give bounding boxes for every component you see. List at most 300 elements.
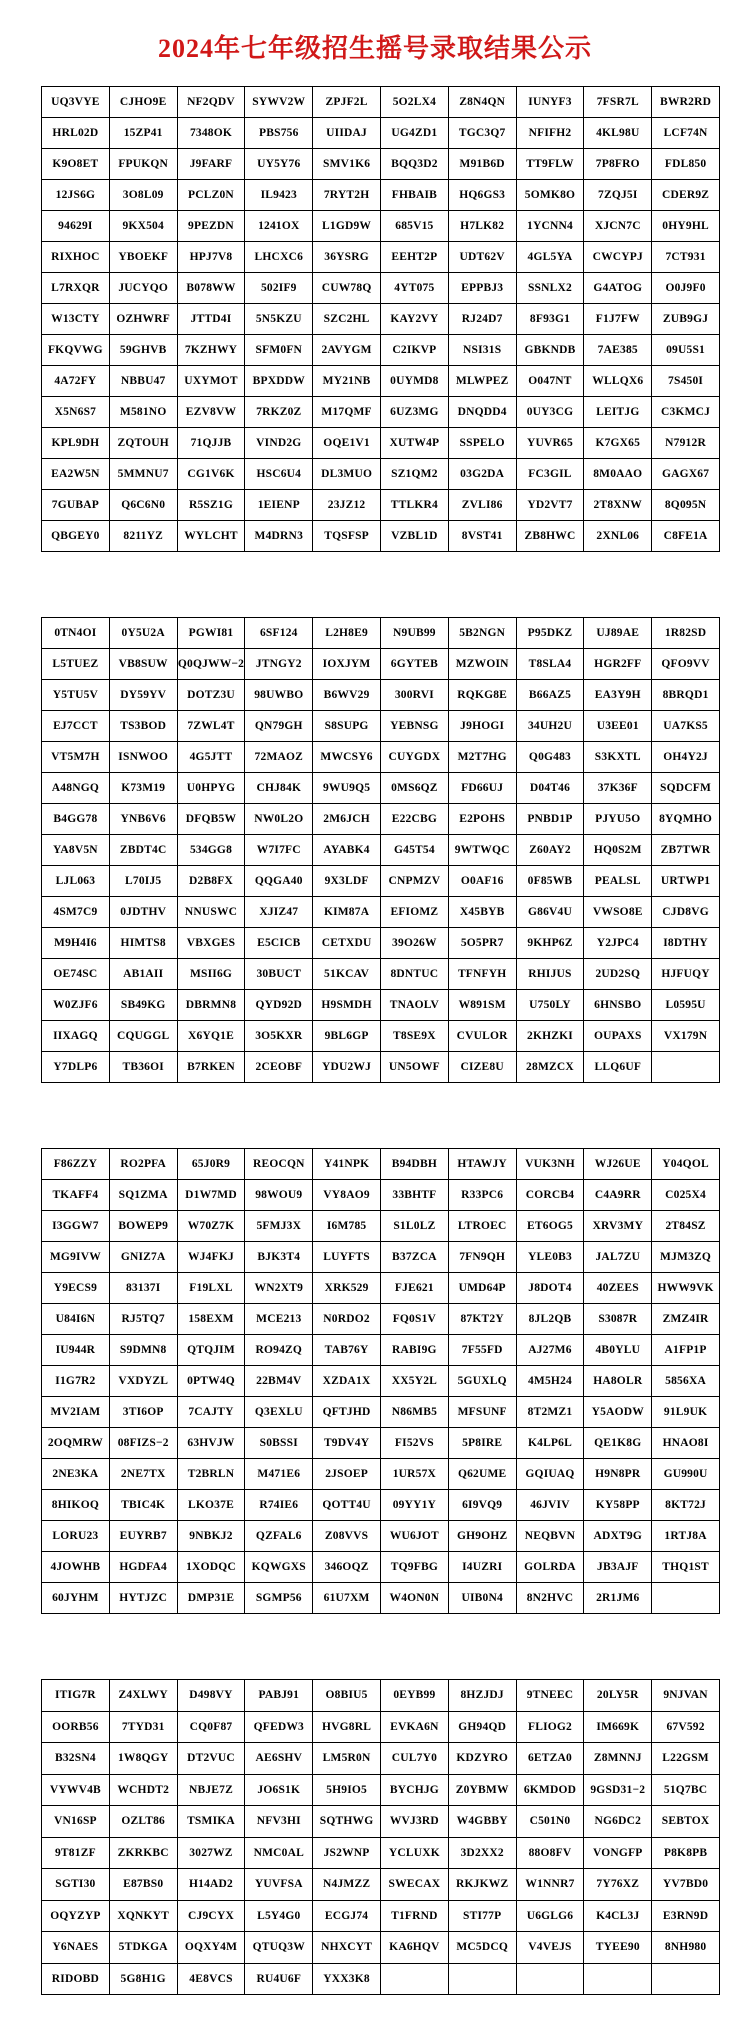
table-row [42,87,720,118]
table-row [42,1743,720,1775]
code-cell: WJ26UE [584,1149,652,1180]
table-row [42,118,720,149]
code-cell: X6YQ1E [177,1021,245,1052]
code-cell: JUCYQO [109,273,177,304]
code-cell: OORB56 [42,1711,110,1743]
code-cell: J9FARF [177,149,245,180]
code-cell: PNBD1P [516,804,584,835]
code-cell: EEHT2P [380,242,448,273]
code-cell: OQYZYP [42,1900,110,1932]
code-cell: HJFUQY [652,959,720,990]
table-row [42,428,720,459]
code-cell: 8KT72J [652,1490,720,1521]
code-cell: FD66UJ [448,773,516,804]
code-cell: Z08VVS [313,1521,381,1552]
code-cell: CUW78Q [313,273,381,304]
code-cell: 2T84SZ [652,1211,720,1242]
code-cell: 9TNEEC [516,1680,584,1712]
table-row [42,149,720,180]
code-cell: S1L0LZ [380,1211,448,1242]
code-cell: W70Z7K [177,1211,245,1242]
code-cell: Y2JPC4 [584,928,652,959]
code-cell: RIDOBD [42,1963,110,1995]
code-cell: H7LK82 [448,211,516,242]
table-row [42,959,720,990]
code-cell: AYABK4 [313,835,381,866]
table-row [42,211,720,242]
table-row [42,1490,720,1521]
code-cell: M2T7HG [448,742,516,773]
table-row [42,1711,720,1743]
code-cell: UXYMOT [177,366,245,397]
code-cell: OQE1V1 [313,428,381,459]
code-cell: 5856XA [652,1366,720,1397]
code-cell: NSI31S [448,335,516,366]
code-cell: RHIJUS [516,959,584,990]
code-cell: BJK3T4 [245,1242,313,1273]
code-cell: SQTHWG [313,1806,381,1838]
code-cell: HGDFA4 [109,1552,177,1583]
table-row [42,1552,720,1583]
table-row [42,1583,720,1614]
code-cell: 0JDTHV [109,897,177,928]
code-cell: 0UY3CG [516,397,584,428]
code-cell: CORCB4 [516,1180,584,1211]
code-cell: O047NT [516,366,584,397]
code-cell: JAL7ZU [584,1242,652,1273]
code-cell: I3GGW7 [42,1211,110,1242]
code-cell: L0595U [652,990,720,1021]
code-cell: F1J7FW [584,304,652,335]
code-cell: 2AVYGM [313,335,381,366]
code-cell: JTNGY2 [245,649,313,680]
results-table-2 [41,617,720,1083]
results-table-1 [41,86,720,552]
code-cell: LJL063 [42,866,110,897]
table-row [42,773,720,804]
code-cell: 7KZHWY [177,335,245,366]
code-cell: 6UZ3MG [380,397,448,428]
code-cell: 6ETZA0 [516,1743,584,1775]
code-cell: XZDA1X [313,1366,381,1397]
code-cell: LORU23 [42,1521,110,1552]
code-cell: 09YY1Y [380,1490,448,1521]
code-cell: GOLRDA [516,1552,584,1583]
code-cell: GAGX67 [652,459,720,490]
code-cell: UDT62V [448,242,516,273]
code-cell: BYCHJG [380,1774,448,1806]
code-cell: XRK529 [313,1273,381,1304]
code-cell [652,1583,720,1614]
code-cell: MWCSY6 [313,742,381,773]
code-cell: 0F85WB [516,866,584,897]
table-row [42,804,720,835]
code-cell: UG4ZD1 [380,118,448,149]
code-cell: B4GG78 [42,804,110,835]
code-cell: EPPBJ3 [448,273,516,304]
code-cell: 8HIKOQ [42,1490,110,1521]
code-cell: AE6SHV [245,1743,313,1775]
code-cell: Q0QJWW−2 [177,649,245,680]
code-cell: B37ZCA [380,1242,448,1273]
code-cell: LLQ6UF [584,1052,652,1083]
table-row [42,1459,720,1490]
code-cell: W0ZJF6 [42,990,110,1021]
table-row [42,835,720,866]
code-cell [652,1963,720,1995]
code-cell: ZVLI86 [448,490,516,521]
code-cell: K7GX65 [584,428,652,459]
code-cell: KPL9DH [42,428,110,459]
code-cell: L1GD9W [313,211,381,242]
code-cell: ISNWOO [109,742,177,773]
code-cell: 5P8IRE [448,1428,516,1459]
table-row [42,1366,720,1397]
code-cell: 4SM7C9 [42,897,110,928]
code-cell: G45T54 [380,835,448,866]
code-cell: 1R82SD [652,618,720,649]
code-cell: 685V15 [380,211,448,242]
code-cell: 46JVIV [516,1490,584,1521]
code-cell: I4UZRI [448,1552,516,1583]
code-cell: S3087R [584,1304,652,1335]
code-cell: 98UWBO [245,680,313,711]
code-cell: O0J9F0 [652,273,720,304]
code-cell: YNB6V6 [109,804,177,835]
code-cell: HSC6U4 [245,459,313,490]
code-cell: 346OQZ [313,1552,381,1583]
table-row [42,1428,720,1459]
code-cell: NW0L2O [245,804,313,835]
code-cell: NF2QDV [177,87,245,118]
code-cell: KAY2VY [380,304,448,335]
code-cell: 2XNL06 [584,521,652,552]
code-cell: Y6NAES [42,1932,110,1964]
table-row [42,1963,720,1995]
code-cell: T9DV4Y [313,1428,381,1459]
code-cell: 51KCAV [313,959,381,990]
code-cell: SQDCFM [652,773,720,804]
code-cell: 5OMK8O [516,180,584,211]
code-cell: 4A72FY [42,366,110,397]
code-cell: UY5Y76 [245,149,313,180]
code-cell: ZBDT4C [109,835,177,866]
code-cell: QFTJHD [313,1397,381,1428]
code-cell: 9NJVAN [652,1680,720,1712]
code-cell [380,1963,448,1995]
code-cell: MY21NB [313,366,381,397]
code-cell: URTWP1 [652,866,720,897]
code-cell: DMP31E [177,1583,245,1614]
code-cell: YLE0B3 [516,1242,584,1273]
code-cell: P95DKZ [516,618,584,649]
code-cell: 1RTJ8A [652,1521,720,1552]
code-cell: 7FN9QH [448,1242,516,1273]
table-row [42,1932,720,1964]
code-cell: MFSUNF [448,1397,516,1428]
code-cell: TT9FLW [516,149,584,180]
code-cell: RO2PFA [109,1149,177,1180]
code-cell: E87BS0 [109,1869,177,1901]
code-cell: IL9423 [245,180,313,211]
code-cell: C2IKVP [380,335,448,366]
code-cell: NMC0AL [245,1837,313,1869]
code-cell: 0UYMD8 [380,366,448,397]
code-cell: 300RVI [380,680,448,711]
code-cell: NBBU47 [109,366,177,397]
code-cell: 5H9IO5 [313,1774,381,1806]
code-cell: 8NH980 [652,1932,720,1964]
code-cell: 3027WZ [177,1837,245,1869]
code-cell [652,1052,720,1083]
code-cell: UIB0N4 [448,1583,516,1614]
code-cell: H14AD2 [177,1869,245,1901]
code-cell: MSII6G [177,959,245,990]
code-cell: YUVFSA [245,1869,313,1901]
code-cell: NBJE7Z [177,1774,245,1806]
code-cell: C501N0 [516,1806,584,1838]
table-row [42,273,720,304]
code-cell: Z4XLWY [109,1680,177,1712]
table-row [42,1521,720,1552]
code-cell: VB8SUW [109,649,177,680]
code-cell: H9N8PR [584,1459,652,1490]
code-cell: CIZE8U [448,1052,516,1083]
code-cell: VY8AO9 [313,1180,381,1211]
code-cell: WN2XT9 [245,1273,313,1304]
code-cell: ADXT9G [584,1521,652,1552]
code-cell: 6KMDOD [516,1774,584,1806]
code-cell: S9DMN8 [109,1335,177,1366]
code-cell: SWECAX [380,1869,448,1901]
table-row [42,897,720,928]
code-cell: 9KX504 [109,211,177,242]
table-row [42,397,720,428]
code-cell: ITIG7R [42,1680,110,1712]
code-cell: 5B2NGN [448,618,516,649]
code-cell: CWCYPJ [584,242,652,273]
code-cell: TYEE90 [584,1932,652,1964]
code-cell: ZB8HWC [516,521,584,552]
code-cell: 9WTWQC [448,835,516,866]
table-row [42,1806,720,1838]
code-cell: B66AZ5 [516,680,584,711]
code-cell: 4B0YLU [584,1335,652,1366]
code-cell: JS2WNP [313,1837,381,1869]
code-cell: 3O8L09 [109,180,177,211]
code-cell: T8SLA4 [516,649,584,680]
code-cell: 2CEOBF [245,1052,313,1083]
code-cell: NNUSWC [177,897,245,928]
code-cell: VUK3NH [516,1149,584,1180]
code-cell: 6I9VQ9 [448,1490,516,1521]
code-cell: HQ6GS3 [448,180,516,211]
code-cell: LHCXC6 [245,242,313,273]
code-cell: 5O5PR7 [448,928,516,959]
code-cell: NFIFH2 [516,118,584,149]
code-cell: NEQBVN [516,1521,584,1552]
code-cell: ECGJ74 [313,1900,381,1932]
code-cell: E2POHS [448,804,516,835]
table-row [42,742,720,773]
code-cell: QYD92D [245,990,313,1021]
code-cell: UJ89AE [584,618,652,649]
code-cell: HPJ7V8 [177,242,245,273]
code-cell: 15ZP41 [109,118,177,149]
code-cell: 1W8QGY [109,1743,177,1775]
table-row [42,1242,720,1273]
code-cell: YA8V5N [42,835,110,866]
code-cell: 5FMJ3X [245,1211,313,1242]
code-cell: W4ON0N [380,1583,448,1614]
code-cell: 5G8H1G [109,1963,177,1995]
code-cell: U0HPYG [177,773,245,804]
code-cell: 4G5JTT [177,742,245,773]
code-cell: WCHDT2 [109,1774,177,1806]
code-cell: MG9IVW [42,1242,110,1273]
code-cell: 158EXM [177,1304,245,1335]
code-cell: Q6C6N0 [109,490,177,521]
code-cell: 502IF9 [245,273,313,304]
code-cell: OZLT86 [109,1806,177,1838]
code-cell: CVULOR [448,1021,516,1052]
code-cell: 33BHTF [380,1180,448,1211]
code-cell: LUYFTS [313,1242,381,1273]
results-table-4 [41,1679,720,1995]
code-cell: BQQ3D2 [380,149,448,180]
code-cell: CDER9Z [652,180,720,211]
code-cell: 36YSRG [313,242,381,273]
code-cell: RJ5TQ7 [109,1304,177,1335]
code-cell: 8F93G1 [516,304,584,335]
code-cell: F19LXL [177,1273,245,1304]
code-cell: RIXHOC [42,242,110,273]
code-cell: 5O2LX4 [380,87,448,118]
code-cell: CQ0F87 [177,1711,245,1743]
code-cell: HIMTS8 [109,928,177,959]
code-cell: E5CICB [245,928,313,959]
table-row [42,1052,720,1083]
table-row [42,1180,720,1211]
code-cell: TKAFF4 [42,1180,110,1211]
code-cell: 7S450I [652,366,720,397]
code-cell: KQWGXS [245,1552,313,1583]
results-table-3 [41,1148,720,1614]
code-cell: SGTI30 [42,1869,110,1901]
code-cell: 83137I [109,1273,177,1304]
code-cell: 71QJJB [177,428,245,459]
table-row [42,649,720,680]
code-cell: SMV1K6 [313,149,381,180]
code-cell: SYWV2W [245,87,313,118]
code-cell: EVKA6N [380,1711,448,1743]
code-cell: W891SM [448,990,516,1021]
code-cell: YEBNSG [380,711,448,742]
code-cell: CHJ84K [245,773,313,804]
code-cell: LEITJG [584,397,652,428]
code-cell: BPXDDW [245,366,313,397]
code-cell: UIIDAJ [313,118,381,149]
code-cell: B94DBH [380,1149,448,1180]
code-cell: QFO9VV [652,649,720,680]
code-cell: W13CTY [42,304,110,335]
code-cell: AJ27M6 [516,1335,584,1366]
code-cell: 8N2HVC [516,1583,584,1614]
code-cell: J8DOT4 [516,1273,584,1304]
code-cell: 3TI6OP [109,1397,177,1428]
code-cell: A48NGQ [42,773,110,804]
code-cell: 0Y5U2A [109,618,177,649]
code-cell: QN79GH [245,711,313,742]
code-cell: I8DTHY [652,928,720,959]
code-cell: 0PTW4Q [177,1366,245,1397]
code-cell: EJ7CCT [42,711,110,742]
code-cell: 8VST41 [448,521,516,552]
code-cell: 9T81ZF [42,1837,110,1869]
code-cell: T1FRND [380,1900,448,1932]
code-cell: 2NE3KA [42,1459,110,1490]
table-row [42,1335,720,1366]
code-cell: FDL850 [652,149,720,180]
code-cell: XX5Y2L [380,1366,448,1397]
code-cell: W4GBBY [448,1806,516,1838]
code-cell: M17QMF [313,397,381,428]
code-cell: K4LP6L [516,1428,584,1459]
code-cell: VONGFP [584,1837,652,1869]
code-cell: Y7DLP6 [42,1052,110,1083]
code-cell: 5GUXLQ [448,1366,516,1397]
code-cell: X45BYB [448,897,516,928]
code-cell: 22BM4V [245,1366,313,1397]
code-cell: 7P8FRO [584,149,652,180]
code-cell: QE1K8G [584,1428,652,1459]
code-cell: 0HY9HL [652,211,720,242]
code-cell: CJD8VG [652,897,720,928]
code-cell: Z8N4QN [448,87,516,118]
code-cell: L5TUEZ [42,649,110,680]
code-cell: YD2VT7 [516,490,584,521]
code-cell: DBRMN8 [177,990,245,1021]
code-cell: HRL02D [42,118,110,149]
code-cell: 8BRQD1 [652,680,720,711]
code-cell: VWSO8E [584,897,652,928]
code-cell [448,1963,516,1995]
code-cell: L22GSM [652,1743,720,1775]
code-cell: 72MAOZ [245,742,313,773]
code-cell: TGC3Q7 [448,118,516,149]
code-cell: N9UB99 [380,618,448,649]
code-cell: HGR2FF [584,649,652,680]
code-cell: LTROEC [448,1211,516,1242]
code-cell: 40ZEES [584,1273,652,1304]
code-cell: TAB76Y [313,1335,381,1366]
code-cell: N7912R [652,428,720,459]
code-cell: VT5M7H [42,742,110,773]
code-cell: M471E6 [245,1459,313,1490]
code-cell: SEBTOX [652,1806,720,1838]
code-cell: N4JMZZ [313,1869,381,1901]
code-cell: B078WW [177,273,245,304]
code-cell: S0BSSI [245,1428,313,1459]
code-cell: QFEDW3 [245,1711,313,1743]
code-cell: 88O8FV [516,1837,584,1869]
code-cell: MC5DCQ [448,1932,516,1964]
code-cell: XJIZ47 [245,897,313,928]
code-cell: 0MS6QZ [380,773,448,804]
code-cell: L7RXQR [42,273,110,304]
code-cell: 7F55FD [448,1335,516,1366]
code-cell: WYLCHT [177,521,245,552]
